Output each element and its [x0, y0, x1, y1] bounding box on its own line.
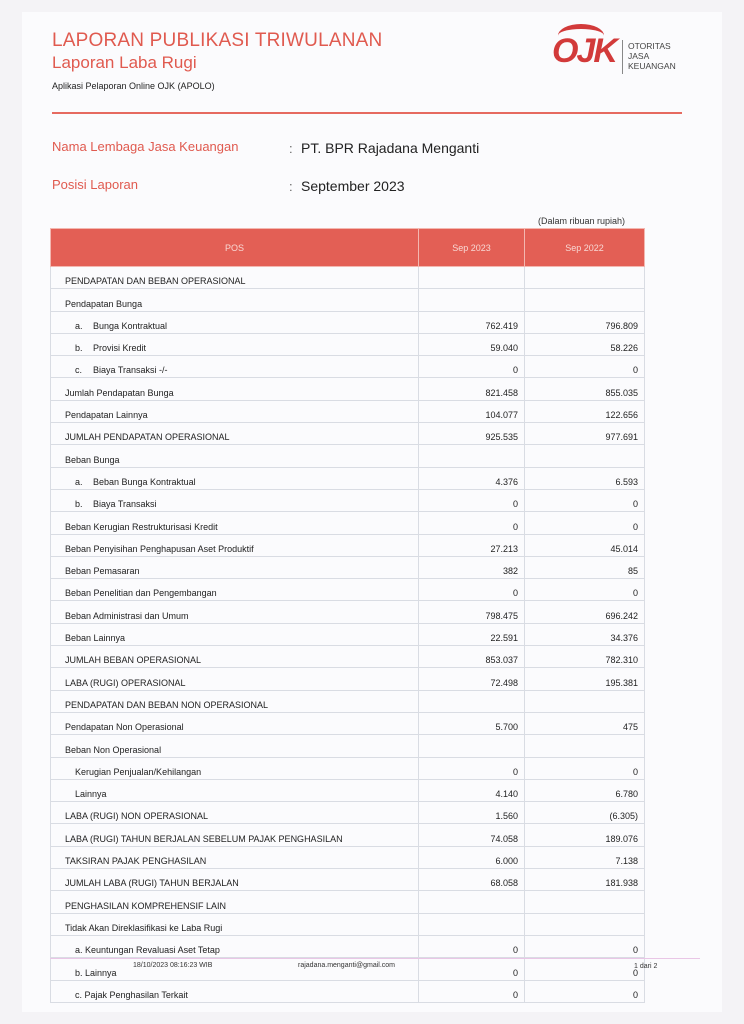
value-sep-2022: 696.242: [525, 601, 645, 623]
column-header-sep-2022: Sep 2022: [525, 229, 645, 267]
value-sep-2023: 382: [419, 556, 525, 578]
period-value: September 2023: [301, 178, 405, 194]
period-label: Posisi Laporan: [52, 177, 138, 192]
value-sep-2022: 977.691: [525, 423, 645, 445]
table-row: [51, 735, 645, 757]
row-label-text: LABA (RUGI) TAHUN BERJALAN SEBELUM PAJAK PENGHASILAN: [65, 833, 343, 844]
row-label: [51, 980, 419, 1002]
table-row: [51, 356, 645, 378]
row-label-text: b. Lainnya: [75, 967, 117, 978]
table-row: [51, 846, 645, 868]
row-label-text: LABA (RUGI) OPERASIONAL: [65, 677, 186, 688]
table-row: [51, 757, 645, 779]
column-header-pos: POS: [51, 229, 419, 267]
value-sep-2022: (6.305): [525, 802, 645, 824]
value-sep-2022: 85: [525, 556, 645, 578]
page-footer: [0, 946, 744, 976]
table-row: [51, 289, 645, 311]
row-label: [51, 289, 419, 311]
logo-divider: [622, 40, 623, 74]
row-label-text: JUMLAH BEBAN OPERASIONAL: [65, 655, 202, 666]
row-label: [51, 534, 419, 556]
row-label-text: JUMLAH PENDAPATAN OPERASIONAL: [65, 432, 230, 443]
row-label: [51, 378, 419, 400]
row-label: [51, 735, 419, 757]
value-sep-2022: [525, 289, 645, 311]
value-sep-2022: 34.376: [525, 623, 645, 645]
value-sep-2023: 0: [419, 958, 525, 980]
value-sep-2023: [419, 289, 525, 311]
table-row: [51, 779, 645, 801]
row-label: [51, 267, 419, 289]
table-row: [51, 712, 645, 734]
value-sep-2022: 0: [525, 356, 645, 378]
row-label: [51, 311, 419, 333]
column-header-sep-2023: Sep 2023: [419, 229, 525, 267]
table-row: [51, 869, 645, 891]
value-sep-2022: 796.809: [525, 311, 645, 333]
table-row: [51, 646, 645, 668]
row-label: [51, 356, 419, 378]
logo-line-1: OTORITAS: [628, 41, 671, 51]
value-sep-2022: 58.226: [525, 333, 645, 355]
row-label-text: Beban Penelitian dan Pengembangan: [65, 588, 217, 599]
logo-line-3: KEUANGAN: [628, 61, 676, 71]
value-sep-2023: 0: [419, 489, 525, 511]
row-letter: c.: [75, 365, 83, 376]
value-sep-2023: 22.591: [419, 623, 525, 645]
table-row: [51, 467, 645, 489]
table-row: [51, 623, 645, 645]
value-sep-2023: 0: [419, 579, 525, 601]
row-letter: b.: [75, 343, 83, 354]
table-row: [51, 980, 645, 1002]
row-label-text: PENDAPATAN DAN BEBAN OPERASIONAL: [65, 276, 246, 287]
value-sep-2023: [419, 445, 525, 467]
table-row: [51, 378, 645, 400]
value-sep-2023: 762.419: [419, 311, 525, 333]
logo-mark: OJK: [552, 32, 616, 70]
value-sep-2023: [419, 690, 525, 712]
footer-timestamp: 18/10/2023 08:16:23 WIB: [133, 962, 213, 969]
value-sep-2022: 0: [525, 512, 645, 534]
value-sep-2022: 181.938: [525, 869, 645, 891]
row-letter: b.: [75, 499, 83, 510]
row-label: [51, 869, 419, 891]
value-sep-2022: [525, 735, 645, 757]
table-row: [51, 802, 645, 824]
row-label-text: Beban Administrasi dan Umum: [65, 610, 189, 621]
footer-divider: [50, 958, 700, 959]
footer-page-number: 1 dari 2: [634, 963, 658, 970]
unit-note: (Dalam ribuan rupiah): [538, 216, 626, 226]
value-sep-2023: 798.475: [419, 601, 525, 623]
row-label-text: Provisi Kredit: [93, 343, 147, 354]
row-label: [51, 690, 419, 712]
value-sep-2023: 0: [419, 757, 525, 779]
value-sep-2022: 855.035: [525, 378, 645, 400]
table-row: [51, 267, 645, 289]
row-label-text: LABA (RUGI) NON OPERASIONAL: [65, 811, 209, 822]
row-label: [51, 824, 419, 846]
value-sep-2023: 853.037: [419, 646, 525, 668]
table-row: [51, 400, 645, 422]
row-label: [51, 646, 419, 668]
row-label-text: Biaya Transaksi: [93, 499, 157, 510]
row-label: [51, 556, 419, 578]
row-label: [51, 423, 419, 445]
institution-label: Nama Lembaga Jasa Keuangan: [52, 139, 239, 154]
value-sep-2023: [419, 891, 525, 913]
app-name: Aplikasi Pelaporan Online OJK (APOLO): [52, 81, 215, 91]
value-sep-2022: [525, 267, 645, 289]
value-sep-2022: 195.381: [525, 668, 645, 690]
row-label-text: Pendapatan Bunga: [65, 298, 143, 309]
report-subtitle: Laporan Laba Rugi: [52, 53, 197, 72]
row-label-text: c. Pajak Penghasilan Terkait: [75, 989, 188, 1000]
value-sep-2022: [525, 690, 645, 712]
row-letter: a.: [75, 320, 83, 331]
row-label: [51, 579, 419, 601]
row-label-text: Beban Non Operasional: [65, 744, 162, 755]
row-label: [51, 400, 419, 422]
value-sep-2022: 7.138: [525, 846, 645, 868]
row-label: [51, 601, 419, 623]
value-sep-2023: 821.458: [419, 378, 525, 400]
value-sep-2022: 0: [525, 958, 645, 980]
value-sep-2022: 0: [525, 489, 645, 511]
row-label-text: Biaya Transaksi -/-: [93, 365, 168, 376]
period-colon: :: [289, 179, 293, 194]
value-sep-2023: 0: [419, 980, 525, 1002]
value-sep-2023: 68.058: [419, 869, 525, 891]
row-label-text: Kerugian Penjualan/Kehilangan: [75, 766, 202, 777]
row-label-text: PENGHASILAN KOMPREHENSIF LAIN: [65, 900, 227, 911]
row-label-text: Beban Pemasaran: [65, 566, 140, 577]
value-sep-2023: 27.213: [419, 534, 525, 556]
value-sep-2023: 74.058: [419, 824, 525, 846]
table-row: [51, 668, 645, 690]
row-letter: a.: [75, 476, 83, 487]
table-row: [51, 423, 645, 445]
value-sep-2023: 925.535: [419, 423, 525, 445]
value-sep-2023: [419, 913, 525, 935]
row-label-text: Pendapatan Non Operasional: [65, 722, 184, 733]
row-label: [51, 757, 419, 779]
row-label: [51, 333, 419, 355]
value-sep-2022: 0: [525, 757, 645, 779]
table-header-row: [51, 229, 645, 267]
value-sep-2023: 0: [419, 356, 525, 378]
report-title: LAPORAN PUBLIKASI TRIWULANAN: [52, 30, 383, 51]
table-row: [51, 913, 645, 935]
row-label-text: Pendapatan Lainnya: [65, 410, 148, 421]
value-sep-2022: 475: [525, 712, 645, 734]
value-sep-2022: 6.593: [525, 467, 645, 489]
row-label: [51, 802, 419, 824]
value-sep-2022: 782.310: [525, 646, 645, 668]
value-sep-2022: 0: [525, 579, 645, 601]
value-sep-2023: 1.560: [419, 802, 525, 824]
value-sep-2023: 5.700: [419, 712, 525, 734]
value-sep-2023: [419, 267, 525, 289]
logo-text: [628, 41, 676, 71]
table-row: [51, 445, 645, 467]
row-label-text: Beban Kerugian Restrukturisasi Kredit: [65, 521, 218, 532]
value-sep-2022: [525, 445, 645, 467]
institution-value: PT. BPR Rajadana Menganti: [301, 140, 480, 156]
row-label: [51, 913, 419, 935]
row-label: [51, 668, 419, 690]
value-sep-2022: 6.780: [525, 779, 645, 801]
row-label: [51, 846, 419, 868]
table-row: [51, 601, 645, 623]
table-row: [51, 690, 645, 712]
value-sep-2022: [525, 891, 645, 913]
row-label-text: Beban Lainnya: [65, 633, 126, 644]
table-row: [51, 556, 645, 578]
row-label: [51, 445, 419, 467]
ojk-logo: [552, 24, 692, 88]
row-label-text: Beban Bunga: [65, 454, 120, 465]
table-row: [51, 333, 645, 355]
value-sep-2023: 4.376: [419, 467, 525, 489]
value-sep-2022: 122.656: [525, 400, 645, 422]
row-label-text: Bunga Kontraktual: [93, 320, 168, 331]
value-sep-2022: 0: [525, 980, 645, 1002]
row-label-text: TAKSIRAN PAJAK PENGHASILAN: [65, 856, 207, 867]
row-label-text: Beban Penyisihan Penghapusan Aset Produktif: [65, 543, 254, 554]
row-label-text: JUMLAH LABA (RUGI) TAHUN BERJALAN: [65, 878, 239, 889]
value-sep-2023: 104.077: [419, 400, 525, 422]
row-label-text: a. Keuntungan Revaluasi Aset Tetap: [75, 945, 220, 956]
value-sep-2023: [419, 735, 525, 757]
table-row: [51, 489, 645, 511]
header-divider: [52, 112, 682, 114]
row-label-text: Jumlah Pendapatan Bunga: [65, 387, 174, 398]
row-label: [51, 512, 419, 534]
table-row: [51, 579, 645, 601]
footer-email: rajadana.menganti@gmail.com: [298, 962, 395, 969]
table-row: [51, 311, 645, 333]
income-statement-table: [50, 228, 645, 1003]
table-row: [51, 534, 645, 556]
row-label-text: Tidak Akan Direklasifikasi ke Laba Rugi: [65, 922, 223, 933]
row-label-text: Beban Bunga Kontraktual: [93, 476, 196, 487]
table-row: [51, 891, 645, 913]
value-sep-2022: [525, 913, 645, 935]
table-row: [51, 512, 645, 534]
value-sep-2023: 59.040: [419, 333, 525, 355]
value-sep-2022: 0: [525, 935, 645, 957]
row-label: [51, 891, 419, 913]
value-sep-2023: 6.000: [419, 846, 525, 868]
row-label: [51, 467, 419, 489]
institution-colon: :: [289, 141, 293, 156]
row-label: [51, 712, 419, 734]
logo-line-2: JASA: [628, 51, 650, 61]
table-row: [51, 824, 645, 846]
row-label-text: PENDAPATAN DAN BEBAN NON OPERASIONAL: [65, 699, 269, 710]
row-label: [51, 623, 419, 645]
value-sep-2022: 189.076: [525, 824, 645, 846]
value-sep-2023: 0: [419, 512, 525, 534]
value-sep-2023: 0: [419, 935, 525, 957]
row-label: [51, 779, 419, 801]
row-label-text: Lainnya: [75, 789, 107, 800]
value-sep-2022: 45.014: [525, 534, 645, 556]
value-sep-2023: 4.140: [419, 779, 525, 801]
row-label: [51, 489, 419, 511]
value-sep-2023: 72.498: [419, 668, 525, 690]
